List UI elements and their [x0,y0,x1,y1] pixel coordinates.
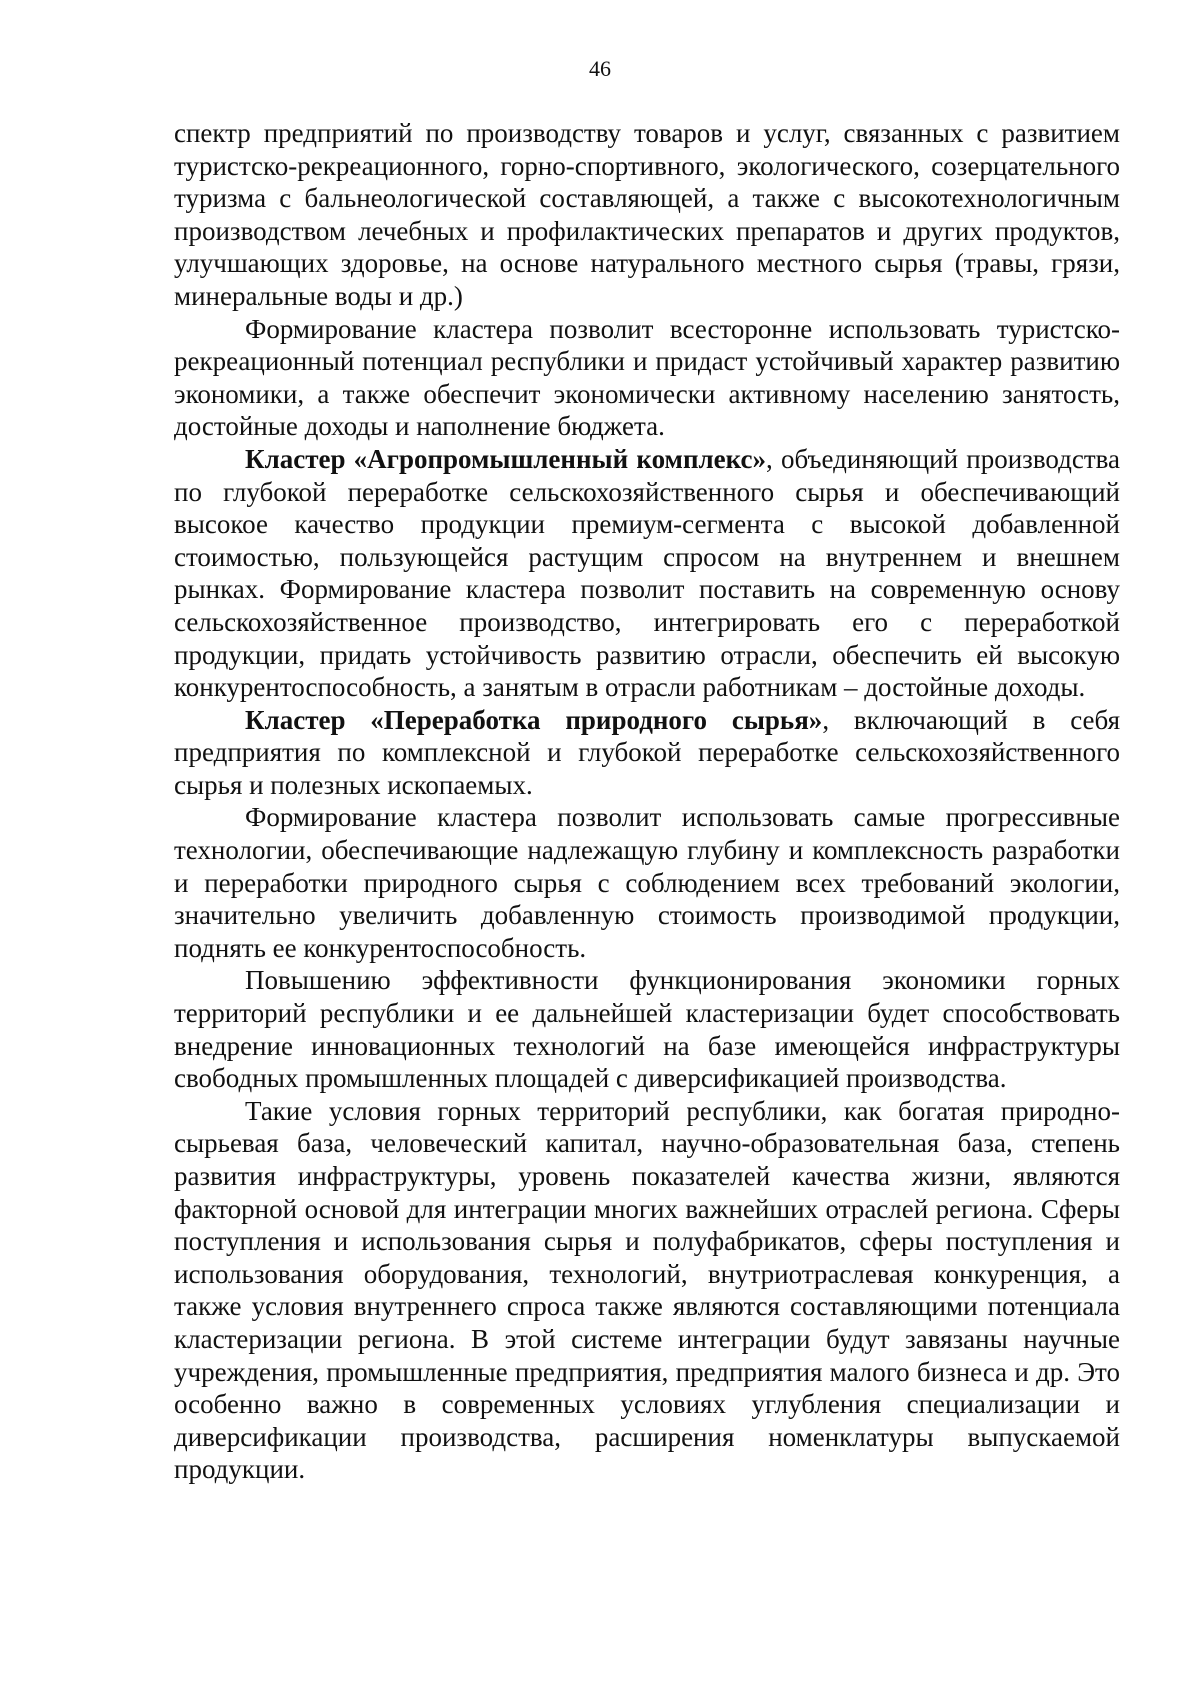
paragraph-1-text: спектр предприятий по производству товаров и услуг, связанных с развитием туристско-рекреационного, горно-спортивного, экологического, созерцательного туризма с бальнеологической составляющей, а также с высокотехнологичным производством лечебных и профилактических препаратов и других продуктов, улучшающих здоровье, на основе натурального местного сырья (травы, грязи, минеральные воды и др.) [174,118,1120,311]
paragraph-3-lead: Кластер «Агропромышленный комплекс» [245,443,767,474]
paragraph-5 [174,801,1120,964]
paragraph-4-text: , включающий в себя предприятия по комплексной и глубокой переработке сельскохозяйственного сырья и полезных ископаемых. [174,704,1120,800]
paragraph-5-text: Формирование кластера позволит использовать самые прогрессивные технологии, обеспечивающие надлежащую глубину и комплексность разработки и переработки природного сырья с соблюдением всех требований экологии, значительно увеличить добавленную стоимость производимой продукции, поднять ее конкурентоспособность. [174,802,1120,963]
paragraph-7 [174,1095,1120,1486]
paragraph-3 [174,443,1120,704]
paragraph-4-lead: Кластер «Переработка природного сырья» [245,704,823,735]
paragraph-4 [174,704,1120,802]
paragraph-2 [174,313,1120,443]
page-number: 46 [589,56,611,81]
body-text [174,117,1120,1486]
paragraph-3-text: , объединяющий производства по глубокой переработке сельскохозяйственного сырья и обеспечивающий высокое качество продукции премиум-сегмента с высокой добавленной стоимостью, пользующейся растущим спросом на внутреннем и внешнем рынках. Формирование кластера позволит поставить на современную основу сельскохозяйственное производство, интегрировать его с переработкой продукции, придать устойчивость развитию отрасли, обеспечить ей высокую конкурентоспособность, а занятым в отрасли работникам – достойные доходы. [174,443,1120,703]
paragraph-6-text: Повышению эффективности функционирования экономики горных территорий республики и ее дальнейшей кластеризации будет способствовать внедрение инновационных технологий на базе имеющейся инфраструктуры свободных промышленных площадей с диверсификацией производства. [174,965,1120,1094]
paragraph-2-text: Формирование кластера позволит всесторонне использовать туристско-рекреационный потенциал республики и придаст устойчивый характер развитию экономики, а также обеспечит экономически активному населению занятость, достойные доходы и наполнение бюджета. [174,313,1120,442]
paragraph-6 [174,964,1120,1094]
paragraph-7-text: Такие условия горных территорий республики, как богатая природно-сырьевая база, человеческий капитал, научно-образовательная база, степень развития инфраструктуры, уровень показателей качества жизни, являются факторной основой для интеграции многих важнейших отраслей региона. Сферы поступления и использования сырья и полуфабрикатов, сферы поступления и использования оборудования, технологий, внутриотраслевая конкуренция, а также условия внутреннего спроса также являются составляющими потенциала кластеризации региона. В этой системе интеграции будут завязаны научные учреждения, промышленные предприятия, предприятия малого бизнеса и др. Это особенно важно в современных условиях углубления специализации и диверсификации производства, расширения номенклатуры выпускаемой продукции. [174,1095,1120,1485]
paragraph-1 [174,117,1120,313]
